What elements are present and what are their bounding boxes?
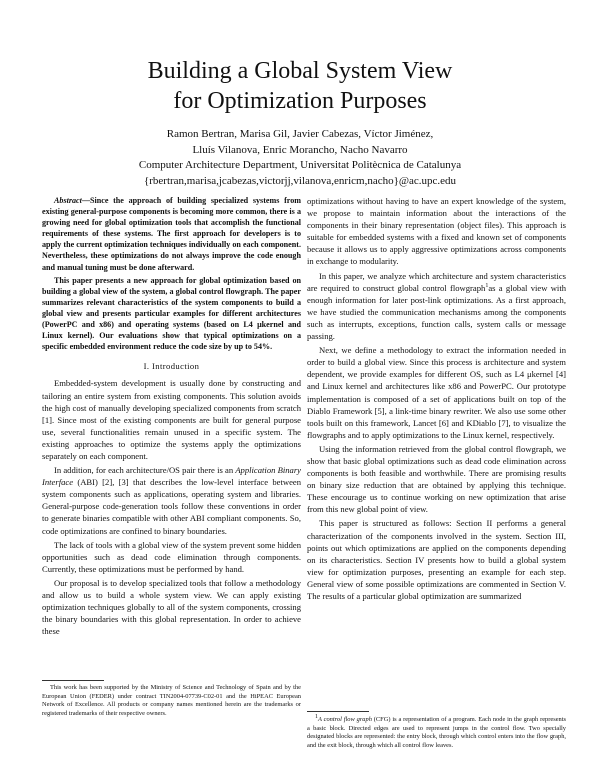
cfg-footnote-term: A control flow graph — [318, 716, 372, 723]
abstract-paragraph-2: This paper presents a new approach for global optimization based on building a global view of the system, a global control flowgraph. The paper summarizes relevant characteristics of the system components to build a global view and presents particular examples for different architectures (PowerPC and x86) and operating systems (based on L4 μkernel and Linux kernel). Our evaluations show that typical optimizations on a specific embedded environment reduce the code size by up to 54%. — [42, 275, 301, 352]
intro-paragraph-4: Our proposal is to develop specialized tools that follow a methodology and allow us to build a whole system view. We can apply existing optimization techniques globally to all of the system components, crossing the binary boundaries with this global representation. In order to achieve these — [42, 577, 301, 637]
intro-paragraph-9: This paper is structured as follows: Section II performs a general characterization of the components involved in the system. Section III, points out which optimizations are applied on the components depending on its characteristics. Section IV presents how to build a global system view for optimization purposes, presenting an example for each step. General view of some possible optimizations are commented in Section V. The results of a particular global optimization are summarized — [307, 518, 566, 601]
title-line-1: Building a Global System View — [147, 58, 453, 84]
cfg-footnote-body: (CFG) is a representation of a program. Each node in the graph represents a basic block. Directed edges are used to represent jumps in the control flow. Two specially designated blocks are represented: the entry block, through which control enters into the flow graph, and the exit block, through which all control flow leaves. — [307, 716, 566, 749]
section-heading-introduction: I. Introduction — [143, 361, 200, 372]
intro-paragraph-3: The lack of tools with a global view of the system prevent some hidden opportunities such as dead code elimination through components. Currently, these optimizations must be performed by hand. — [42, 539, 301, 574]
intro-p2-emphasis: Application Binary Interface — [42, 465, 301, 488]
funding-footnote — [42, 684, 301, 718]
title-line-2: for Optimization Purposes — [173, 88, 427, 114]
abstract-text-1: —Since the approach of building specialized systems from existing general-purpose components is becoming more common, there is a growing need for global optimization tools that accomplish the functional requirements of these systems. The first approach for developers is to apply the current optimization techniques individually on each component. Nevertheless, these optimizations do not always improve the code enough and manual tuning must be done afterward. — [42, 196, 301, 272]
intro-paragraph-5: optimizations without having to have an expert knowledge of the system, we propose to maintain information about the interactions of the components in their binary representation (object files). This approach is suitable for embedded systems with a fixed and known set of components because it allows us to apply aggressive optimizations across components in exchange to modularity. — [307, 196, 566, 267]
footnote-marker-1: 1 — [485, 282, 489, 289]
intro-paragraph-2 — [42, 464, 301, 537]
intro-p6-start: In this paper, we analyze which architecture and system characteristics are required to construct global control flowgraph — [307, 270, 566, 293]
right-column — [307, 195, 566, 604]
intro-p6-end: as a global view with enough information for later post-link optimizations. As a first approach, we have studied the communication mechanisms among the components such as interrupts, exceptions, function calls, system calls or message passing. — [307, 282, 567, 342]
funding-text: This work has been supported by the Ministry of Science and Technology of Spain and by the European Union (FEDER) under contract TIN2004-07739-C02-01 and the HiPEAC European Network of Excellence. All products or company names mentioned herein are the trademarks or registered trademarks of their respective owners. — [42, 684, 301, 717]
affiliation: Computer Architecture Department, Universitat Politècnica de Catalunya — [138, 159, 462, 171]
cfg-footnote — [307, 713, 566, 750]
left-column — [42, 195, 301, 639]
footnote-rule-left — [42, 680, 104, 681]
intro-paragraph-1: Embedded-system development is usually done by constructing and tailoring an entire system from existing components. This solution avoids the high cost of manually developing specialized components from scratch [1]. Since most of the existing components are built for general purpose use, several functionalities remain unused in a specific system. The existing approaches to optimize the systems apply the optimizations separately on each component. — [42, 378, 301, 461]
footnote-rule-right — [307, 711, 369, 712]
intro-p2-end: (ABI) [2], [3] that describes the low-level interface between system components such as applications, operating system and libraries. General-purpose code-generation tools follow these conventions in order to generate binaries compatible with other ABI compliant components. So, code optimizations are confined to binary boundaries. — [42, 477, 301, 536]
intro-p2-start: In addition, for each architecture/OS pair there is an — [54, 465, 236, 476]
abstract-lead: Abstract — [54, 196, 82, 205]
authors-line-2: Lluís Vilanova, Enric Morancho, Nacho Navarro — [192, 143, 408, 156]
cfg-footnote-marker: 1 — [315, 713, 318, 720]
cfg-footnote-text — [307, 713, 566, 750]
intro-paragraph-8: Using the information retrieved from the global control flowgraph, we show that basic global optimizations such as dead code elimination across components is both feasible and worthwhile. There are promising results on binary size reduction that are obtained by applying this technique. These encourage us to continue working on new optimization that arise from this new global point of view. — [307, 443, 566, 515]
intro-paragraph-7: Next, we define a methodology to extract the information needed in order to build a global view. Since this process is architecture and system dependent, we provide examples for different OS, such as L4 μkernel [4] and Linux kernel and architectures like x86 and PowerPC. Our prototype implementation is composed of a set of applications built on top of the Diablo Framework [5], a link-time binary rewriter. We also use some other tools built on this framework, Lancet [6] and KDiablo [7], to visualize the flowgraphs and to apply optimizations to the Linux kernel, respectively. — [307, 345, 566, 440]
abstract-paragraph-1 — [42, 195, 301, 273]
abstract — [42, 195, 301, 352]
author-block — [0, 127, 600, 189]
author-emails: {rbertran,marisa,jcabezas,victorjj,vilanova,enricm,nacho}@ac.upc.edu — [143, 174, 457, 187]
authors-line-1: Ramon Bertran, Marisa Gil, Javier Cabezas, Víctor Jiménez, — [166, 128, 434, 140]
paper-title — [0, 56, 600, 116]
intro-paragraph-6 — [307, 270, 566, 343]
